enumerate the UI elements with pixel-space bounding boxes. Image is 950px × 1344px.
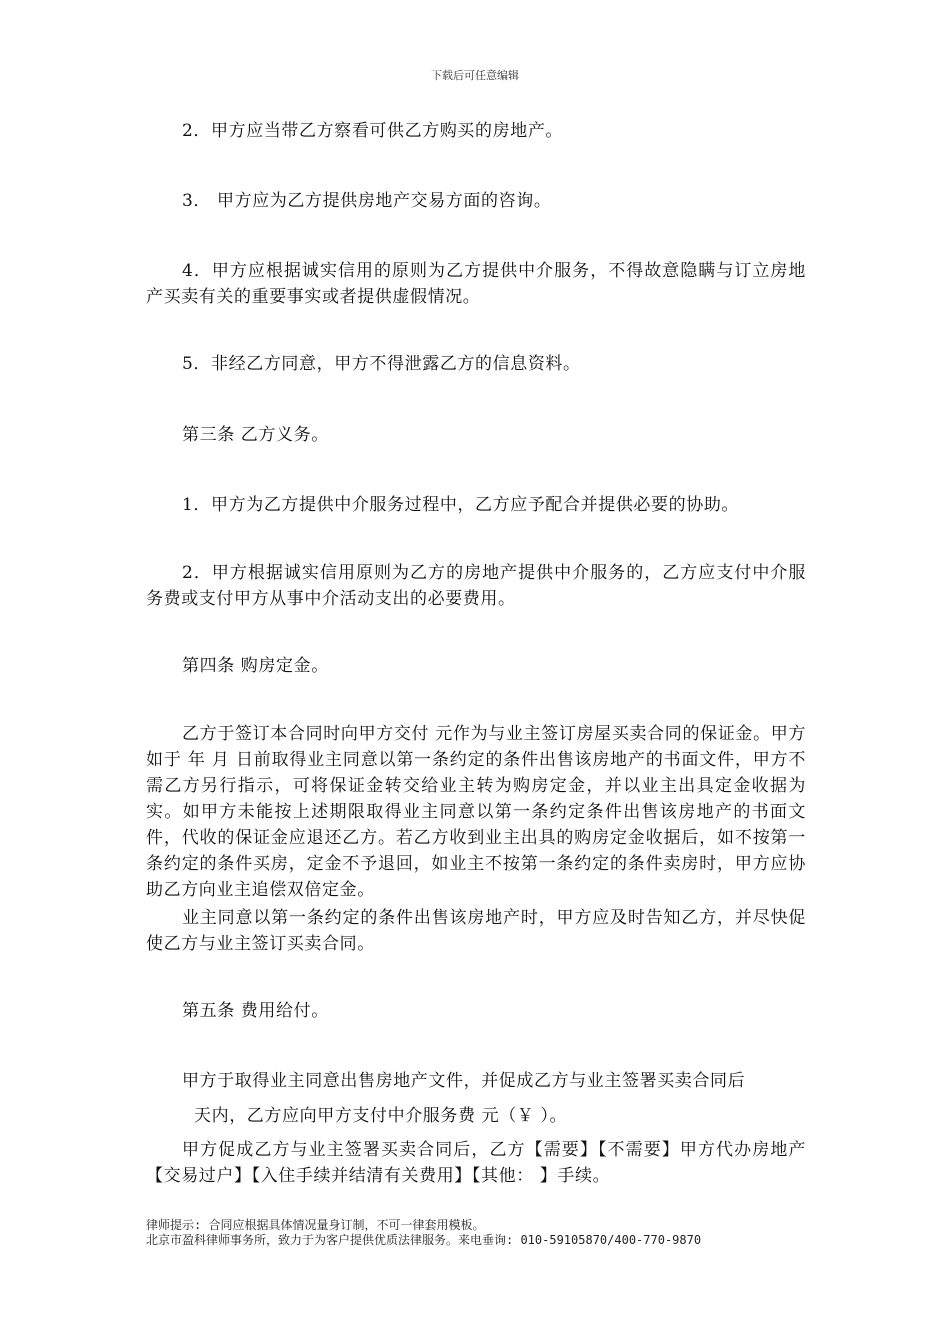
clause-3-2: 2．甲方根据诚实信用原则为乙方的房地产提供中介服务的，乙方应支付中介服务费或支付甲方从事中介活动支出的必要费用。 [146,563,806,609]
article-4-paragraph-1: 乙方于签订本合同时向甲方交付 元作为与业主签订房屋买卖合同的保证金。甲方如于 年 月 日前取得业主同意以第一条约定的条件出售该房地产的书面文件，甲方不需乙方另行指示，可将保证金转交给业主转为购房定金，并以业主出具定金收据为实。如甲方未能按上述期限取得业主同意以第一条约定条件出售该房地产的书面文件，代收的保证金应退还乙方。若乙方收到业主出具的购房定金收据后，如不按第一条约定的条件买房，定金不予退回，如业主不按第一条约定的条件卖房时，甲方应协助乙方向业主追偿双倍定金。 [146,724,806,900]
clause-2-4: 4．甲方应根据诚实信用的原则为乙方提供中介服务，不得故意隐瞒与订立房地产买卖有关的重要事实或者提供虚假情况。 [146,261,806,307]
article-5-heading: 第五条 费用给付。 [182,1001,329,1021]
article-3-heading: 第三条 乙方义务。 [182,425,329,445]
footer-lawyer-tip: 律师提示: 合同应根据具体情况量身订制，不可一律套用模板。 [146,1218,485,1232]
clause-3-1: 1．甲方为乙方提供中介服务过程中，乙方应予配合并提供必要的协助。 [182,495,740,515]
page-header: 下载后可任意编辑 [431,69,519,82]
clause-2-2: 2．甲方应当带乙方察看可供乙方购买的房地产。 [182,121,564,141]
article-5-paragraph-1-cont: 天内，乙方应向甲方支付中介服务费 元（￥ ）。 [194,1106,568,1126]
article-4-paragraph-2: 业主同意以第一条约定的条件出售该房地产时，甲方应及时告知乙方，并尽快促使乙方与业主签订买卖合同。 [146,908,806,954]
article-5-paragraph-1: 甲方于取得业主同意出售房地产文件，并促成乙方与业主签署买卖合同后 [182,1071,746,1091]
footer-firm-contact: 北京市盈科律师事务所，致力于为客户提供优质法律服务。来电垂询: 010-59105870/400-770-9870 [146,1233,702,1247]
article-4-heading: 第四条 购房定金。 [182,656,329,676]
article-5-paragraph-2: 甲方促成乙方与业主签署买卖合同后，乙方【需要】【不需要】甲方代办房地产【交易过户】【入住手续并结清有关费用】【其他： 】手续。 [146,1140,806,1186]
clause-2-3: 3． 甲方应为乙方提供房地产交易方面的咨询。 [182,191,552,211]
clause-2-5: 5．非经乙方同意，甲方不得泄露乙方的信息资料。 [182,354,581,374]
page-footer [146,1218,701,1248]
